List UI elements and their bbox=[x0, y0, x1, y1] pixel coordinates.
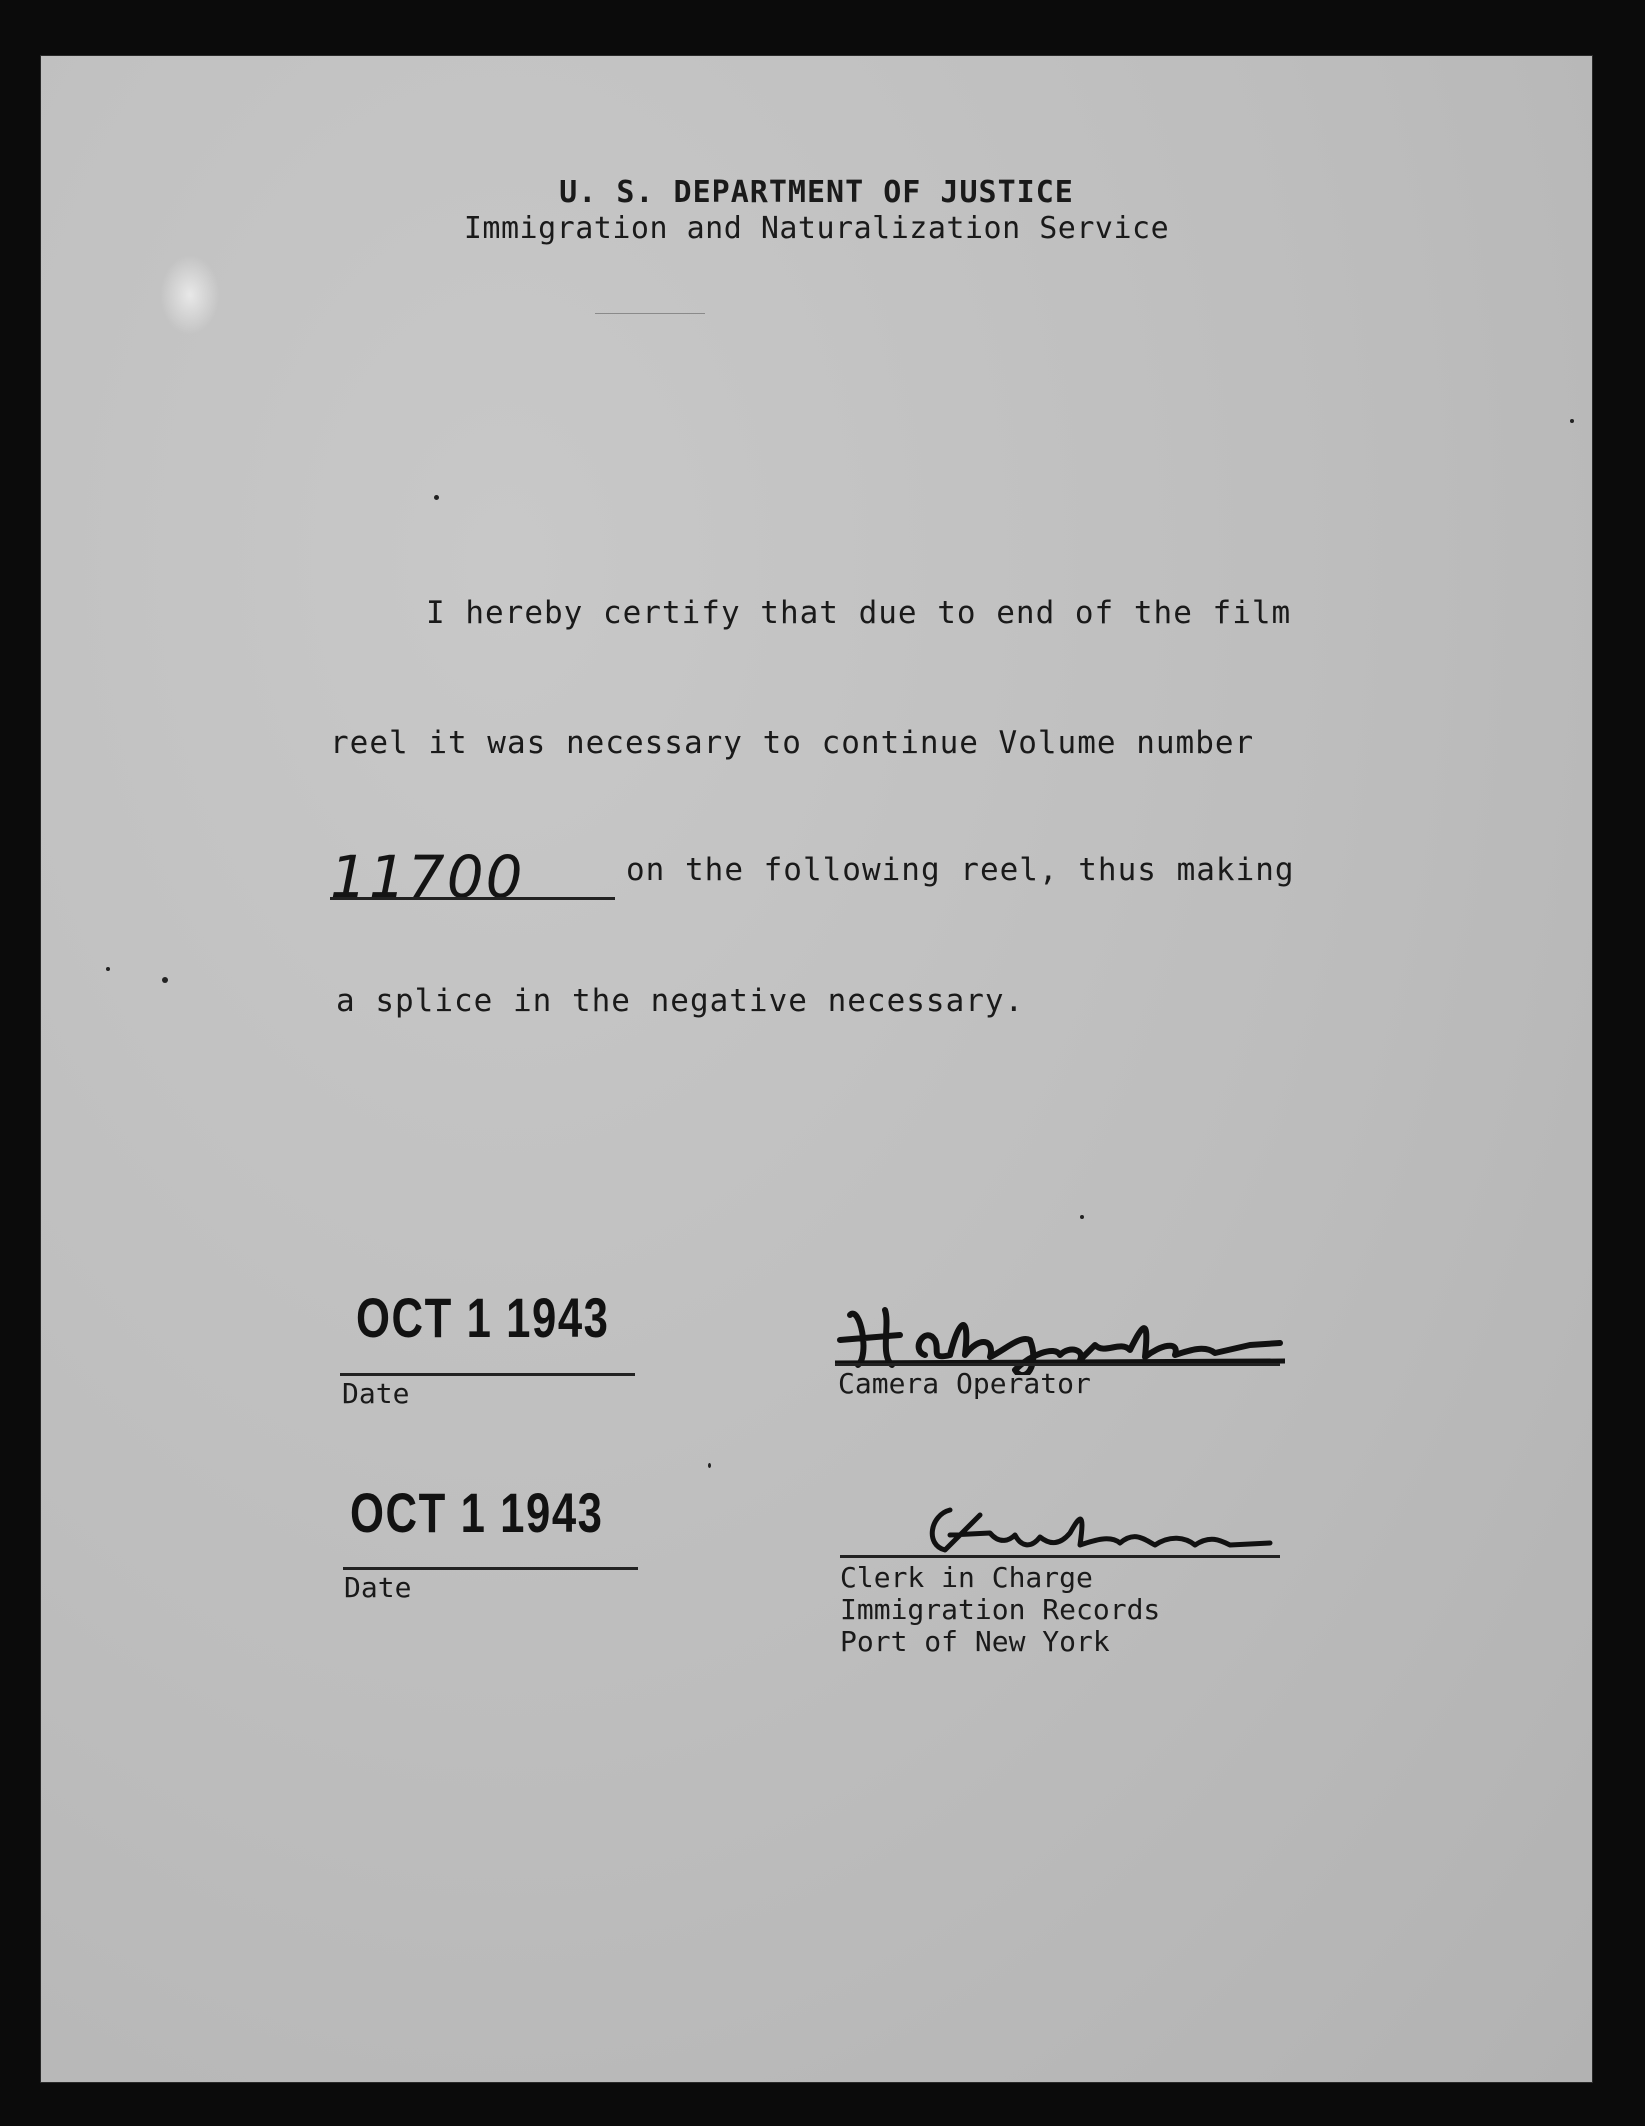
camera-operator-label: Camera Operator bbox=[838, 1367, 1091, 1400]
speck bbox=[708, 1463, 711, 1468]
clerk-role-line-3: Port of New York bbox=[840, 1625, 1110, 1658]
certificate-line-2: reel it was necessary to continue Volume number bbox=[330, 725, 1255, 761]
speck bbox=[106, 967, 110, 971]
speck bbox=[1570, 419, 1574, 423]
heading-divider bbox=[595, 313, 705, 314]
page-smudge bbox=[160, 255, 220, 335]
clerk-role-line-1: Clerk in Charge bbox=[840, 1561, 1093, 1594]
speck bbox=[434, 495, 439, 500]
speck bbox=[162, 977, 168, 983]
volume-number-underline bbox=[330, 897, 615, 900]
certificate-line-1: I hereby certify that due to end of the film bbox=[426, 595, 1292, 631]
clerk-date-rule bbox=[343, 1567, 638, 1570]
speck bbox=[1080, 1215, 1084, 1219]
document-page bbox=[40, 55, 1593, 2083]
camera-date-label: Date bbox=[342, 1377, 410, 1410]
clerk-date-label: Date bbox=[344, 1571, 412, 1604]
department-heading: U. S. DEPARTMENT OF JUSTICE bbox=[559, 175, 1074, 210]
clerk-signature-rule bbox=[840, 1555, 1280, 1558]
certificate-line-4: a splice in the negative necessary. bbox=[336, 983, 1025, 1019]
volume-number: 11700 bbox=[330, 843, 525, 911]
certificate-line-3: on the following reel, thus making bbox=[626, 852, 1295, 888]
camera-signature-rule bbox=[835, 1363, 1280, 1366]
clerk-date-stamp: OCT 1 1943 bbox=[350, 1481, 604, 1544]
clerk-role-line-2: Immigration Records bbox=[840, 1593, 1161, 1626]
service-heading: Immigration and Naturalization Service bbox=[463, 211, 1170, 246]
camera-date-rule bbox=[340, 1373, 635, 1376]
camera-date-stamp: OCT 1 1943 bbox=[356, 1286, 610, 1349]
